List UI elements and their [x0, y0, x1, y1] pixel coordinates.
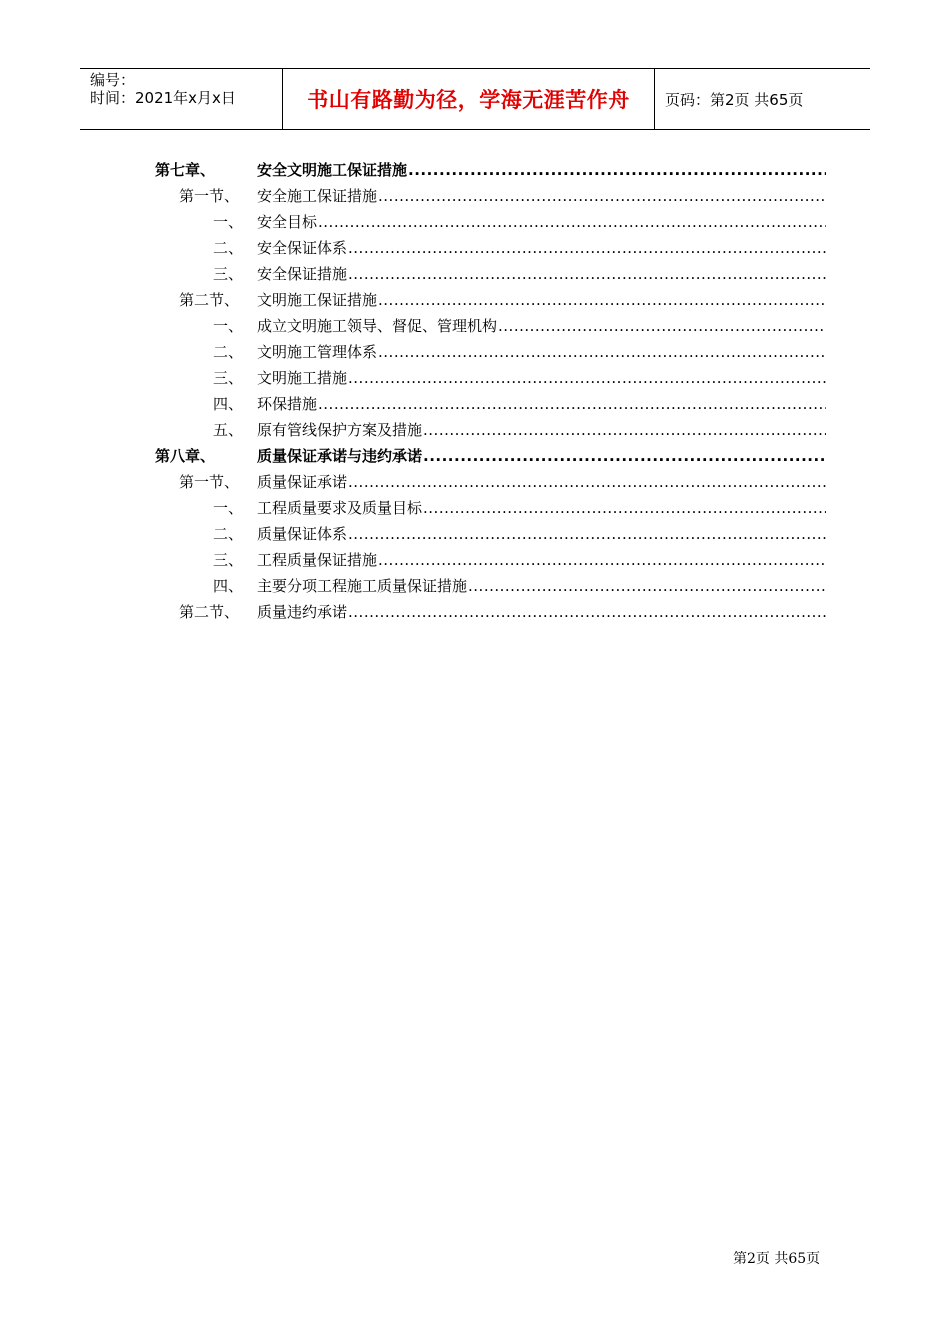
toc-entry-title: 安全文明施工保证措施	[257, 161, 408, 179]
toc-entry-title: 环保措施	[257, 395, 318, 413]
toc-entry-number: 二、	[213, 343, 244, 361]
toc-entry-number: 第七章、	[155, 161, 216, 179]
toc-leader-dots	[423, 443, 826, 469]
toc-entry-number: 二、	[213, 239, 244, 257]
toc-entry-number: 第一节、	[179, 187, 240, 205]
toc-entry-title: 文明施工管理体系	[257, 343, 378, 361]
toc-entry[interactable]	[155, 547, 826, 573]
toc-entry-title: 安全目标	[257, 213, 318, 231]
toc-entry-number: 三、	[213, 551, 244, 569]
toc-entry[interactable]	[155, 495, 826, 521]
header-meta	[80, 69, 282, 129]
toc-entry[interactable]	[155, 365, 826, 391]
toc-entry-title: 主要分项工程施工质量保证措施	[257, 577, 468, 595]
toc-entry-number: 一、	[213, 317, 244, 335]
toc-entry[interactable]	[155, 183, 826, 209]
toc-entry-title: 文明施工措施	[257, 369, 348, 387]
toc-entry[interactable]	[155, 287, 826, 313]
toc-entry-number: 第二节、	[179, 603, 240, 621]
toc-leader-dots	[378, 183, 826, 209]
toc-entry[interactable]	[155, 209, 826, 235]
toc-entry-number: 四、	[213, 395, 244, 413]
toc-entry-title: 质量保证承诺	[257, 473, 348, 491]
header-page-cell	[655, 69, 870, 129]
toc-entry[interactable]	[155, 573, 826, 599]
toc-entry-title: 安全施工保证措施	[257, 187, 378, 205]
toc-leader-dots	[378, 339, 826, 365]
toc-entry[interactable]	[155, 157, 826, 183]
toc-leader-dots	[348, 469, 826, 495]
footer-page-number: 第2页 共65页	[733, 1251, 821, 1267]
header-motto-cell	[282, 69, 655, 129]
toc-entry[interactable]	[155, 521, 826, 547]
toc-entry-number: 三、	[213, 265, 244, 283]
toc-leader-dots	[348, 365, 826, 391]
toc-leader-dots	[423, 417, 826, 443]
header-page-number: 页码：第2页 共65页	[665, 90, 804, 109]
toc-leader-dots	[408, 157, 826, 183]
toc-entry-title: 工程质量保证措施	[257, 551, 378, 569]
header-motto: 书山有路勤为径，学海无涯苦作舟	[307, 88, 630, 112]
toc-entry-title: 成立文明施工领导、督促、管理机构	[257, 317, 498, 335]
toc-entry-number: 第二节、	[179, 291, 240, 309]
toc-entry-title: 质量保证体系	[257, 525, 348, 543]
toc-leader-dots	[348, 235, 826, 261]
toc-leader-dots	[348, 521, 826, 547]
toc-entry-title: 安全保证措施	[257, 265, 348, 283]
toc-leader-dots	[318, 209, 826, 235]
toc-entry[interactable]	[155, 417, 826, 443]
toc-entry-number: 五、	[213, 421, 244, 439]
toc-entry-number: 第一节、	[179, 473, 240, 491]
toc-entry-title: 质量保证承诺与违约承诺	[257, 447, 423, 465]
toc-entry-number: 一、	[213, 499, 244, 517]
toc-leader-dots	[468, 573, 826, 599]
toc-entry-number: 二、	[213, 525, 244, 543]
toc-entry-title: 质量违约承诺	[257, 603, 348, 621]
toc-entry[interactable]	[155, 443, 826, 469]
toc-entry-title: 安全保证体系	[257, 239, 348, 257]
toc-leader-dots	[318, 391, 826, 417]
toc-entry[interactable]	[155, 339, 826, 365]
toc-leader-dots	[348, 261, 826, 287]
toc-entry[interactable]	[155, 235, 826, 261]
toc-entry[interactable]	[155, 469, 826, 495]
toc-leader-dots	[378, 547, 826, 573]
toc-entry[interactable]	[155, 261, 826, 287]
toc-entry-number: 第八章、	[155, 447, 216, 465]
toc-leader-dots	[378, 287, 826, 313]
toc-entry-number: 一、	[213, 213, 244, 231]
table-of-contents	[155, 157, 826, 625]
document-time-label: 时间：2021年x月x日	[90, 89, 236, 107]
toc-entry-title: 工程质量要求及质量目标	[257, 499, 423, 517]
toc-entry[interactable]	[155, 391, 826, 417]
toc-leader-dots	[498, 313, 826, 339]
toc-entry-number: 三、	[213, 369, 244, 387]
toc-entry-title: 原有管线保护方案及措施	[257, 421, 423, 439]
toc-leader-dots	[348, 599, 826, 625]
page-header	[80, 68, 870, 130]
document-number-label: 编号：	[90, 71, 136, 89]
toc-entry-title: 文明施工保证措施	[257, 291, 378, 309]
toc-entry-number: 四、	[213, 577, 244, 595]
toc-entry[interactable]	[155, 599, 826, 625]
toc-leader-dots	[423, 495, 826, 521]
toc-entry[interactable]	[155, 313, 826, 339]
